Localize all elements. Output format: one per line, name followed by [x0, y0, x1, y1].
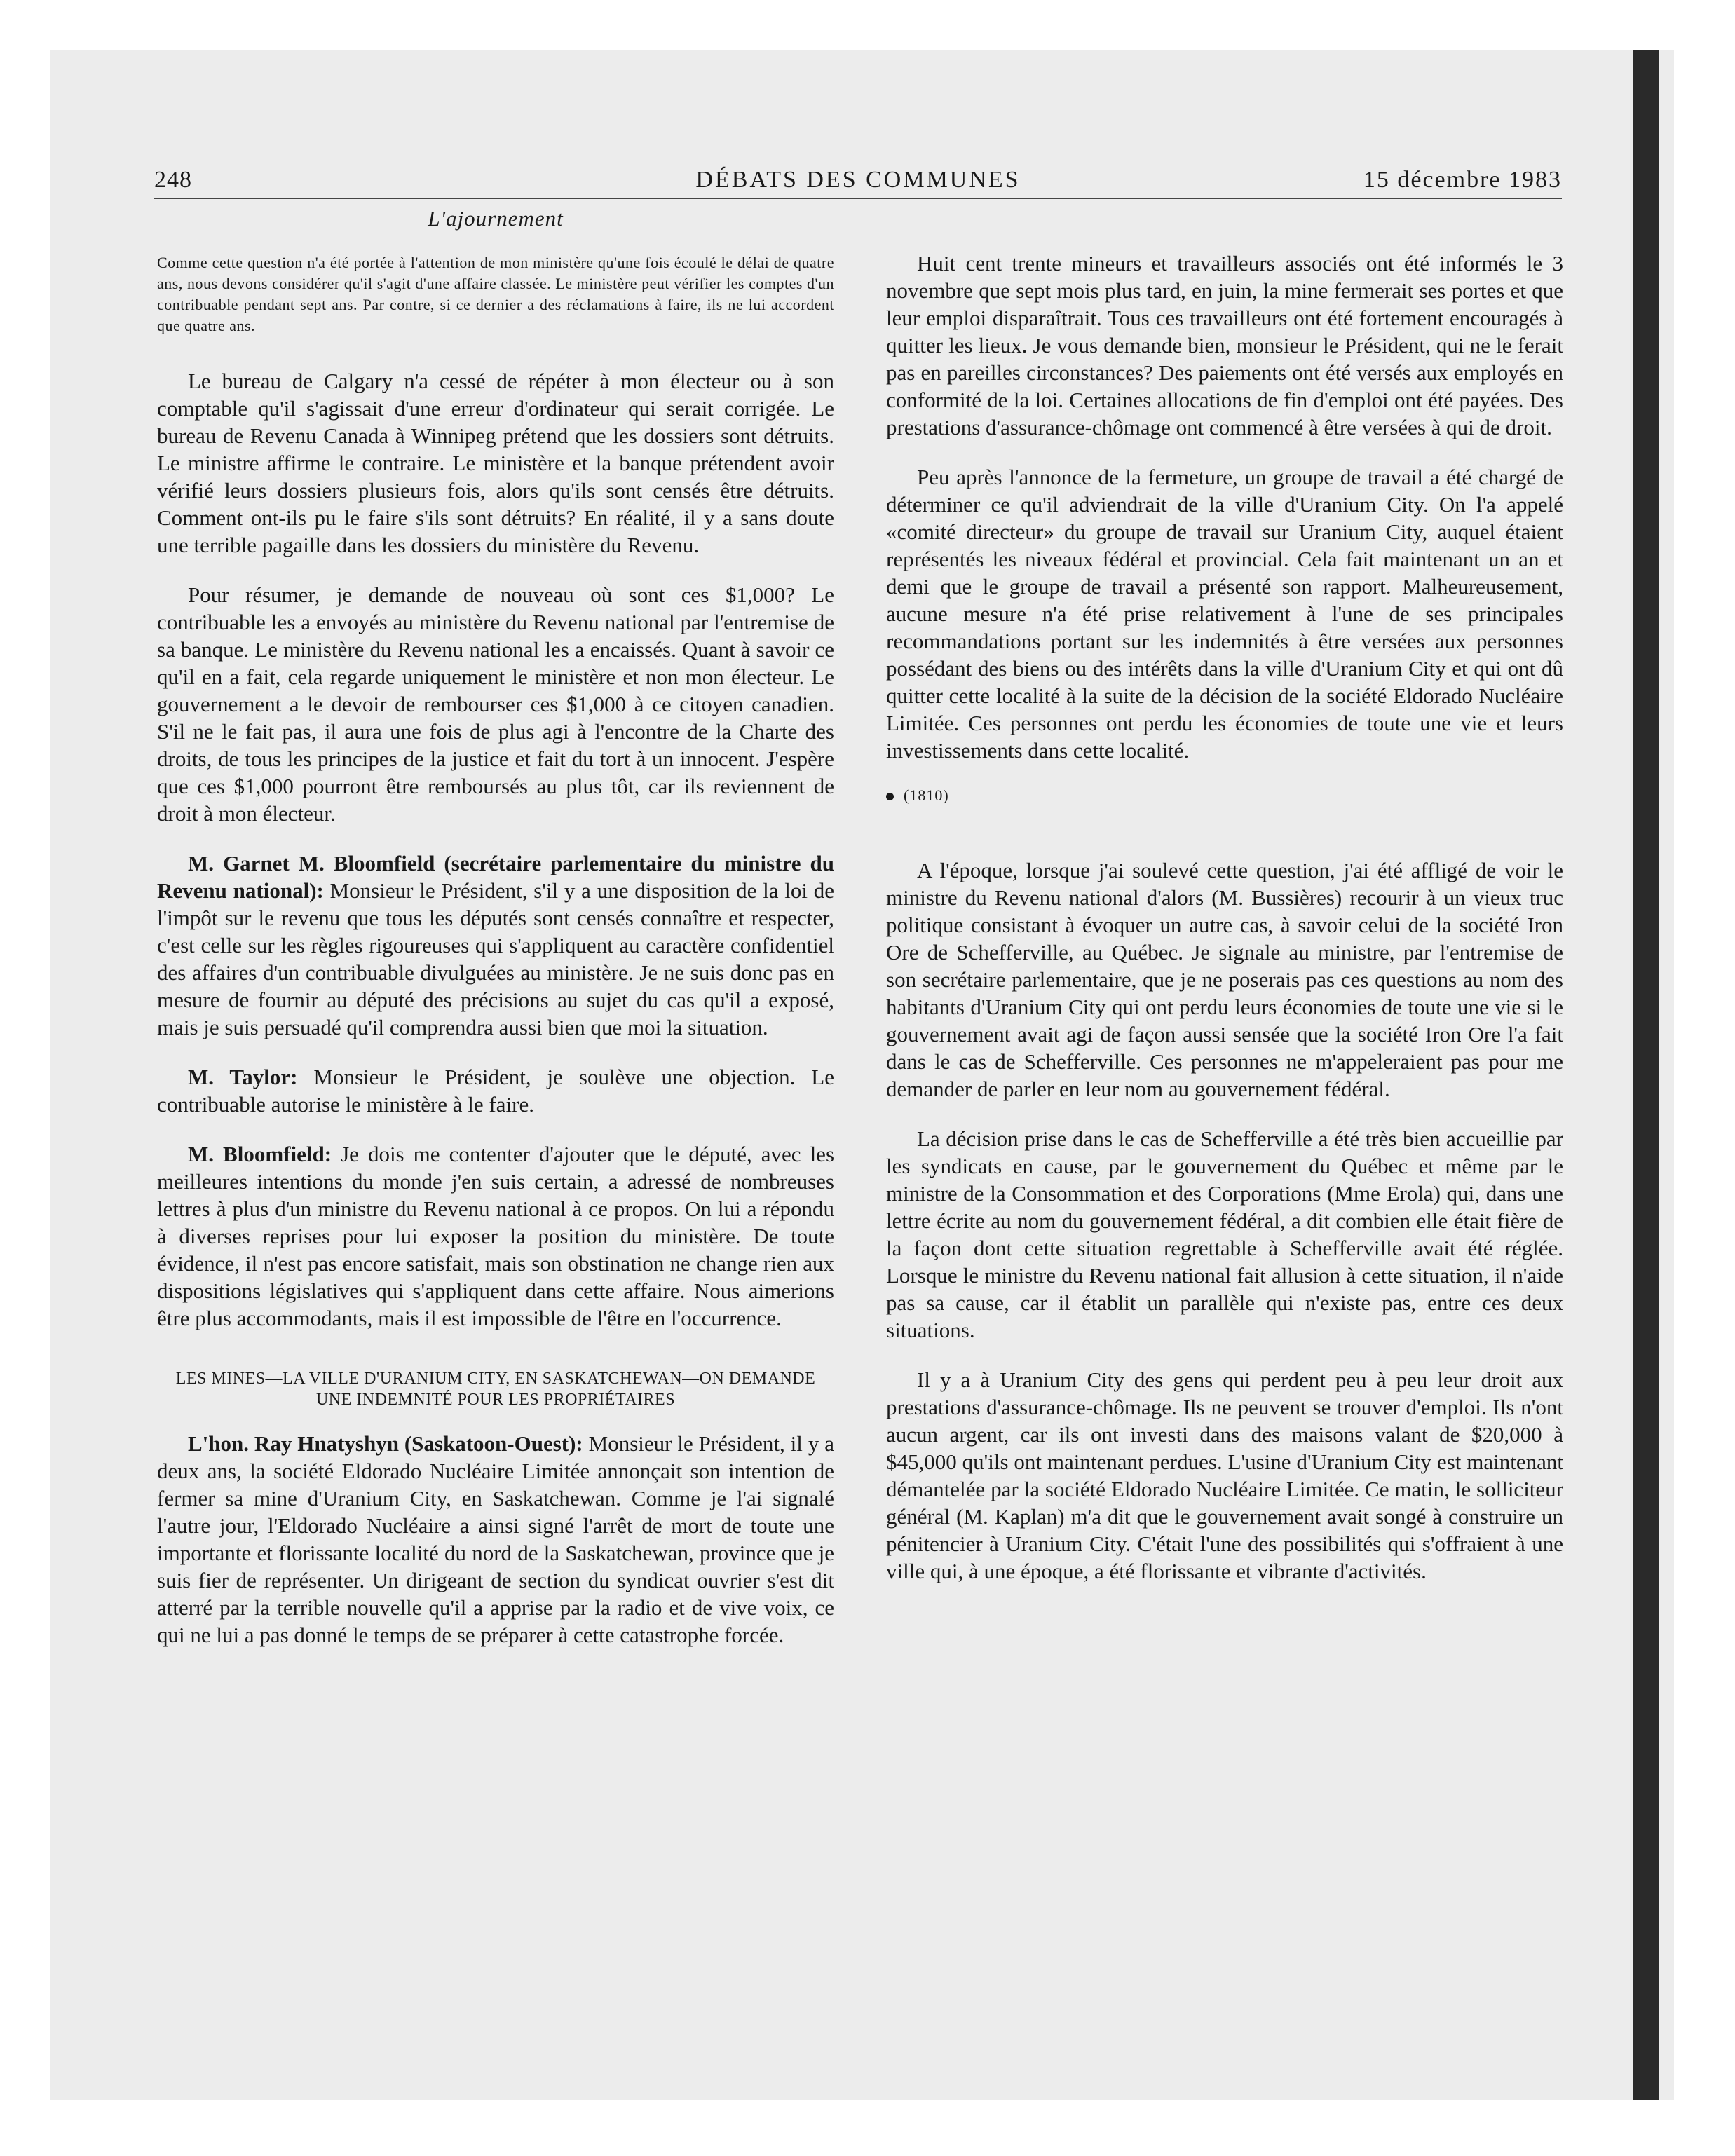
speaker-name: M. Garnet M. Bloomfield (secrétaire parlementaire du ministre du Revenu national): — [157, 851, 834, 903]
speech-text: Monsieur le Président, s'il y a une disposition de la loi de l'impôt sur le revenu que tous les députés sont censés connaître et respecter, c'est celle sur les règles rigoureuses qui s'appliquent au caractère confidentiel des affaires d'un contribuable divulguées au ministère. Je ne suis donc pas en mesure de fournir au député des précisions au sujet du cas qu'il a exposé, mais je suis persuadé qu'il comprendra aussi bien que moi la situation. — [157, 878, 834, 1039]
speaker-name: M. Taylor: — [188, 1065, 298, 1089]
left-column — [157, 203, 834, 1671]
page-number: 248 — [154, 167, 192, 193]
section-title: L'ajournement — [428, 206, 564, 231]
page-date: 15 décembre 1983 — [1363, 167, 1562, 193]
speech-text: Monsieur le Président, je soulève une objection. Le contribuable autorise le ministère à le faire. — [157, 1065, 834, 1117]
subject-rubric: LES MINES—LA VILLE D'URANIUM CITY, EN SASKATCHEWAN—ON DEMANDE UNE INDEMNITÉ POUR LES PROPRIÉTAIRES — [175, 1370, 816, 1409]
paragraph: Le bureau de Calgary n'a cessé de répéter à mon électeur ou à son comptable qu'il s'agissait d'une erreur d'ordinateur qui serait corrigée. Le bureau de Revenu Canada à Winnipeg prétend que les dossiers sont détruits. Le ministre affirme le contraire. Le ministère et la banque prétendent avoir vérifié leurs dossiers plusieurs fois, alors qu'ils sont censés être détruits. Comment ont-ils pu le faire s'ils sont détruits? En réalité, il y a sans doute une terrible pagaille dans les dossiers du ministère du Revenu. — [157, 369, 834, 557]
speaker-name: M. Bloomfield: — [188, 1142, 332, 1166]
speech-text: Monsieur le Président, il y a deux ans, la société Eldorado Nucléaire Limitée annonçait son intention de fermer sa mine d'Uranium City, en Saskatchewan. Comme je l'ai signalé l'autre jour, l'Eldorado Nucléaire a ainsi signé l'arrêt de mort de toute une importante et florissante localité du nord de la Saskatchewan, province que je suis fier de représenter. Un dirigeant de section du syndicat ouvrier s'est dit atterré par la terrible nouvelle qu'il a apprise par la radio et de vive voix, ce qui ne lui a pas donné le temps de se préparer à cette catastrophe forcée. — [157, 1431, 834, 1647]
paragraph — [157, 1140, 834, 1332]
right-column — [886, 250, 1563, 1607]
scan-edge — [1633, 50, 1659, 2100]
bullet-icon — [886, 793, 894, 800]
time-marker-label: (1810) — [904, 786, 949, 804]
paragraph — [157, 850, 834, 1041]
paragraph: Il y a à Uranium City des gens qui perdent peu à peu leur droit aux prestations d'assurance-chômage. Ils ne peuvent se trouver d'emploi. Ils n'ont aucun argent, car ils ont investi dans des maisons valant de $20,000 à $45,000 qu'ils ont maintenant perdues. L'usine d'Uranium City est maintenant démantelée par la société Eldorado Nucléaire Limitée. Ce matin, le solliciteur général (M. Kaplan) m'a dit que le gouvernement avait songé à construire un pénitencier à Uranium City. C'était l'une des possibilités qui s'offraient à une ville qui, à une époque, a été florissante et vibrante d'activités. — [886, 1367, 1563, 1583]
paragraph — [157, 1430, 834, 1649]
publication-title: DÉBATS DES COMMUNES — [695, 167, 1021, 193]
speaker-name: L'hon. Ray Hnatyshyn (Saskatoon-Ouest): — [188, 1431, 583, 1456]
page-header — [154, 156, 1562, 199]
paragraph — [157, 1063, 834, 1118]
paragraph: La décision prise dans le cas de Schefferville a été très bien accueillie par les syndicats en cause, par le gouvernement du Québec et même par le ministre de la Consommation et des Corporations (Mme Erola) qui, dans une lettre écrite au nom du gouvernement fédéral, a dit combien elle était fière de la façon dont cette situation regrettable à Schefferville avait été réglée. Lorsque le ministre du Revenu national fait allusion à cette situation, il n'aide pas sa cause, car il établit un parallèle qui n'existe pas, entre ces deux situations. — [886, 1126, 1563, 1342]
paragraph: Peu après l'annonce de la fermeture, un groupe de travail a été chargé de déterminer ce qu'il adviendrait de la ville d'Uranium City. On l'a appelé «comité directeur» du groupe de travail sur Uranium City, auquel étaient représentés les niveaux fédéral et provincial. Cela fait maintenant un an et demi que le groupe de travail a présenté son rapport. Malheureusement, aucune mesure n'a été prise relativement à l'une de ses principales recommandations portant sur les indemnités à être versées aux personnes possédant des biens ou des intérêts dans la ville d'Uranium City et qui ont dû quitter cette localité à la suite de la décision de la société Eldorado Nucléaire Limitée. Ces personnes ont perdu les économies de toute une vie et leurs investissements dans cette localité. — [886, 465, 1563, 763]
paragraph: A l'époque, lorsque j'ai soulevé cette question, j'ai été affligé de voir le ministre du Revenu national d'alors (M. Bussières) recourir à un vieux truc politique consistant à évoquer un autre cas, à savoir celui de la société Iron Ore de Schefferville, au Québec. Je signale au ministre, par l'entremise de son secrétaire parlementaire, que je ne poserais pas ces questions au nom des habitants d'Uranium City qui ont perdu leurs économies de toute une vie si le gouvernement avait agi de façon aussi sensée que la société Iron Ore l'a fait dans le cas de Schefferville. Ces personnes ne m'appeleraient pas pour me demander de parler en leur nom au gouvernement fédéral. — [886, 858, 1563, 1101]
time-marker — [886, 786, 1563, 805]
paragraph: Pour résumer, je demande de nouveau où sont ces $1,000? Le contribuable les a envoyés au ministère du Revenu national par l'entremise de sa banque. Le ministère du Revenu national les a encaissés. Quant à savoir ce qu'il en a fait, cela regarde uniquement le ministère et non mon électeur. Le gouvernement a le devoir de rembourser ces $1,000 à ce citoyen canadien. S'il ne le fait pas, il aura une fois de plus agi à l'encontre de la Charte des droits, de tous les principes de la justice et fait du tort à un innocent. J'espère que ces $1,000 pourront être remboursés au plus tôt, car ils reviennent de droit à mon électeur. — [157, 582, 834, 826]
paragraph: Huit cent trente mineurs et travailleurs associés ont été informés le 3 novembre que sept mois plus tard, en juin, la mine fermerait ses portes et que leur emploi disparaîtrait. Tous ces travailleurs ont été fortement encouragés à quitter les lieux. Je vous demande bien, monsieur le Président, qui ne le ferait pas en pareilles circonstances? Des paiements ont été versés aux employés en conformité de la loi. Certaines allocations de fin d'emploi ont été payées. Des prestations d'assurance-chômage ont commencé à être versées à qui de droit. — [886, 251, 1563, 439]
speech-text: Je dois me contenter d'ajouter que le député, avec les meilleures intentions du monde j'en suis certain, a adressé de nombreuses lettres à plus d'un ministre du Revenu national à ce propos. On lui a répondu à diverses reprises pour lui exposer la position du ministère. De toute évidence, il n'est pas encore satisfait, mais son obstination ne change rien aux dispositions législatives qui s'appliquent dans cette affaire. Nous aimerions être plus accommodants, mais il est impossible de l'être en l'occurrence. — [157, 1142, 835, 1330]
quoted-passage: Comme cette question n'a été portée à l'attention de mon ministère qu'une fois écoulé le délai de quatre ans, nous devons considérer qu'il s'agit d'une affaire classée. Le ministère peut vérifier les comptes d'un contribuable pendant sept ans. Par contre, si ce dernier a des réclamations à faire, ils ne lui accordent que quatre ans. — [157, 254, 834, 334]
